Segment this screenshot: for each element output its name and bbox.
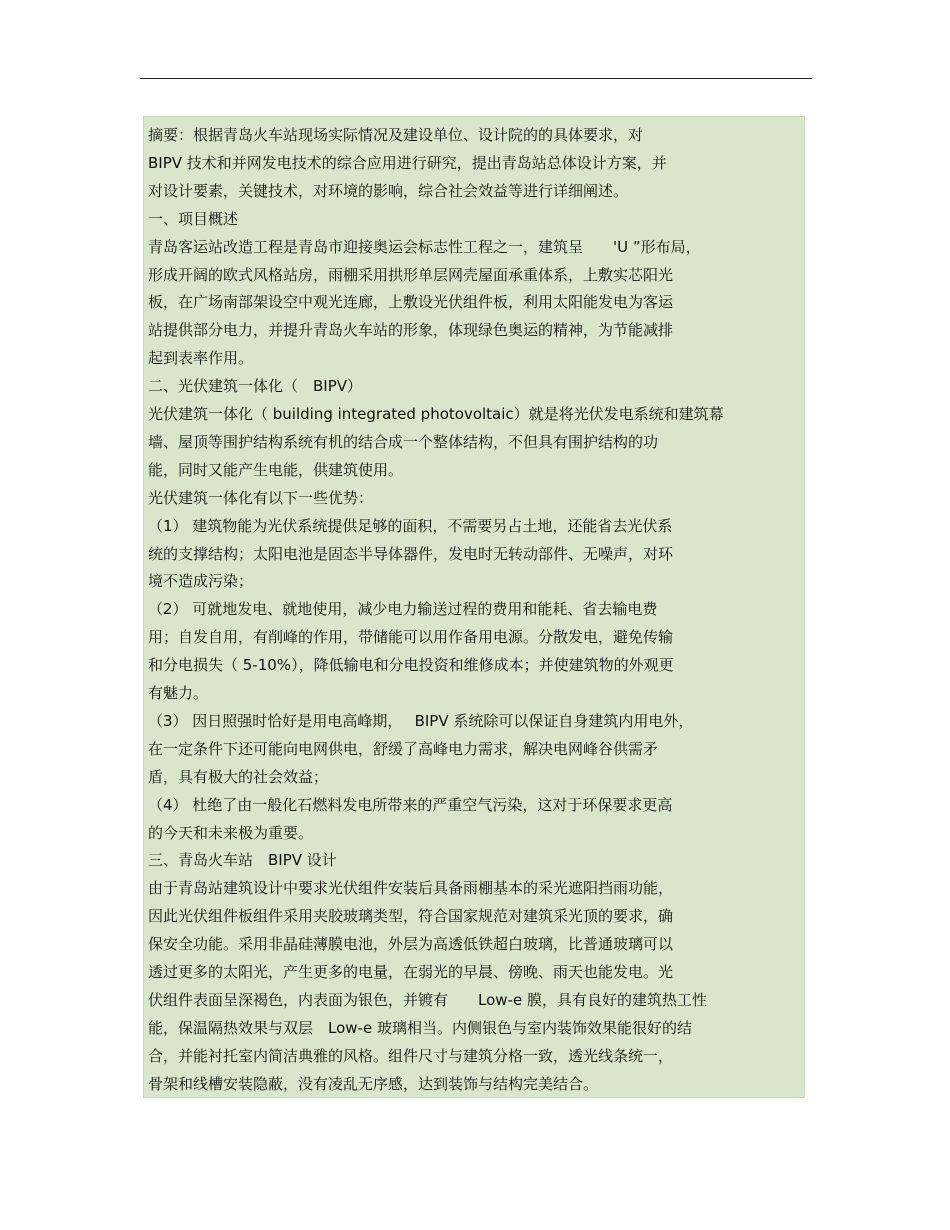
- text-line: 形成开阔的欧式风格站房，雨棚采用拱形单层网壳屋面承重体系，上敷实芯阳光: [148, 265, 674, 284]
- text-line: （1） 建筑物能为光伏系统提供足够的面积，不需要另占土地，还能省去光伏系: [148, 516, 673, 535]
- text-line: 摘要：根据青岛火车站现场实际情况及建设单位、设计院的的具体要求，对: [148, 126, 644, 144]
- text-line: 起到表率作用。: [148, 349, 254, 368]
- text-line: （4） 杜绝了由一般化石燃料发电所带来的严重空气污染，这对于环保要求更高: [148, 795, 673, 814]
- text-line: 保安全功能。采用非晶硅薄膜电池，外层为高透低铁超白玻璃，比普通玻璃可以: [148, 935, 674, 954]
- text-line: 二、光伏建筑一体化（ BIPV）: [148, 377, 363, 396]
- text-line: 由于青岛站建筑设计中要求光伏组件安装后具备雨棚基本的采光遮阳挡雨功能，: [148, 879, 674, 898]
- text-line: 能，保温隔热效果与双层 Low-e 玻璃相当。内侧银色与室内装饰效果能很好的结: [148, 1018, 692, 1037]
- text-line: 和分电损失（ 5-10%），降低输电和分电投资和维修成本；并使建筑物的外观更: [148, 656, 674, 675]
- text-line: 骨架和线槽安装隐蔽，没有凌乱无序感，达到装饰与结构完美结合。: [148, 1074, 599, 1093]
- text-line: 盾，具有极大的社会效益；: [148, 767, 329, 786]
- text-line: 一、项目概述: [148, 209, 239, 228]
- text-line: 因此光伏组件板组件采用夹胶玻璃类型，符合国家规范对建筑采光顶的要求，确: [148, 907, 674, 926]
- header-rule: [140, 78, 812, 79]
- text-line: 伏组件表面呈深褐色，内表面为银色，并镀有 Low-e 膜，具有良好的建筑热工性: [148, 990, 707, 1009]
- text-line: 对设计要素，关键技术，对环境的影响，综合社会效益等进行详细阐述。: [148, 181, 629, 200]
- text-line: 在一定条件下还可能向电网供电，舒缓了高峰电力需求，解决电网峰谷供需矛: [148, 739, 659, 758]
- text-line: 板，在广场南部架设空中观光连廊，上敷设光伏组件板，利用太阳能发电为客运: [148, 293, 674, 312]
- text-line: 用；自发自用，有削峰的作用，带储能可以用作备用电源。分散发电，避免传输: [148, 628, 674, 647]
- text-line: 光伏建筑一体化（ building integrated photovoltaic）就是将光伏发电系统和建筑幕: [148, 405, 724, 423]
- text-line: 青岛客运站改造工程是青岛市迎接奥运会标志性工程之一，建筑呈 'U ”形布局，: [148, 237, 701, 256]
- text-line: 墙、屋顶等围护结构系统有机的结合成一个整体结构，不但具有围护结构的功: [148, 432, 659, 451]
- text-line: BIPV 技术和并网发电技术的综合应用进行研究，提出青岛站总体设计方案，并: [148, 153, 667, 172]
- text-line: 合，并能衬托室内简洁典雅的风格。组件尺寸与建筑分格一致，透光线条统一，: [148, 1046, 674, 1065]
- text-line: 统的支撑结构；太阳电池是固态半导体器件，发电时无转动部件、无噪声，对环: [148, 544, 674, 563]
- document-body: [143, 116, 805, 1098]
- text-line: 的今天和未来极为重要。: [148, 823, 314, 842]
- text-line: 能，同时又能产生电能，供建筑使用。: [148, 460, 404, 479]
- text-line: 三、青岛火车站 BIPV 设计: [148, 851, 337, 870]
- text-line: 有魅力。: [148, 684, 209, 702]
- text-line: （2） 可就地发电、就地使用，减少电力输送过程的费用和能耗、省去输电费: [148, 600, 658, 619]
- text-line: 站提供部分电力，并提升青岛火车站的形象，体现绿色奥运的精神，为节能减排: [148, 321, 674, 340]
- text-line: 光伏建筑一体化有以下一些优势：: [148, 488, 374, 507]
- text-line: （3） 因日照强时恰好是用电高峰期， BIPV 系统除可以保证自身建筑内用电外，: [148, 711, 694, 730]
- text-line: 境不造成污染；: [148, 572, 254, 591]
- text-line: 透过更多的太阳光，产生更多的电量，在弱光的早晨、傍晚、雨天也能发电。光: [148, 963, 674, 981]
